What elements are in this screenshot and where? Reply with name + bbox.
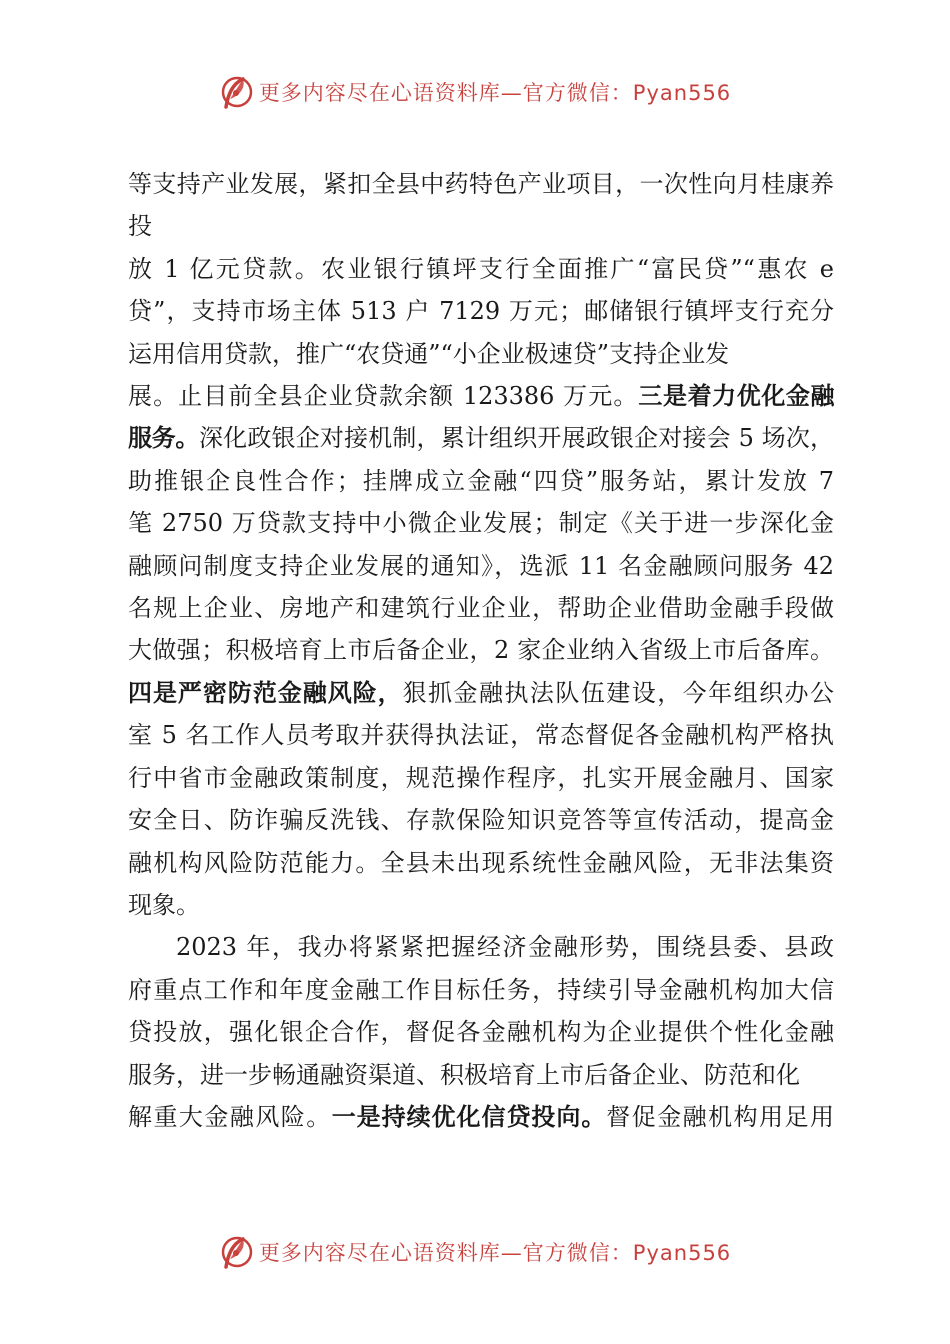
text-line: 笔 2750 万贷款支持中小微企业发展；制定《关于进一步深化金 [128,509,834,538]
text-line: 等支持产业发展，紧扣全县中药特色产业项目，一次性向月桂康养投 [128,170,834,241]
text-span: 狠抓金融执法队伍建设，今年组织办公 [402,678,834,707]
text-span: 展。止目前全县企业贷款余额 123386 万元。 [128,382,639,411]
text-line: 贷投放，强化银企合作，督促各金融机构为企业提供个性化金融 [128,1018,834,1047]
text-line: 府重点工作和年度金融工作目标任务，持续引导金融机构加大信 [128,975,834,1004]
text-span: 督促金融机构用足用 [606,1102,835,1131]
bold-heading-1: 一是持续优化信贷投向。 [331,1102,607,1131]
header-banner [0,70,950,114]
bold-heading-3-end: 服务。 [128,424,200,453]
text-line: 行中省市金融政策制度，规范操作程序，扎实开展金融月、国家 [128,763,834,792]
text-line [128,672,834,714]
quill-logo-icon [219,74,255,110]
text-line: 助推银企良性合作；挂牌成立金融“四贷”服务站，累计发放 7 [128,466,834,495]
document-body [128,163,834,1138]
text-line: 2023 年，我办将紧紧把握经济金融形势，围绕县委、县政 [176,933,834,962]
text-line: 大做强；积极培育上市后备企业，2 家企业纳入省级上市后备库。 [128,636,834,665]
text-line [128,375,834,417]
text-line: 安全日、防诈骗反洗钱、存款保险知识竞答等宣传活动，提高金 [128,806,834,835]
text-line: 现象。 [128,890,200,919]
quill-logo-icon [219,1234,255,1270]
text-line: 贷”，支持市场主体 513 户 7129 万元；邮储银行镇坪支行充分 [128,297,834,326]
text-line: 放 1 亿元贷款。农业银行镇坪支行全面推广“富民贷”“惠农 e [128,254,834,283]
text-line: 运用信用贷款，推广“农贷通”“小企业极速贷”支持企业发 [128,339,730,368]
text-line: 融顾问制度支持企业发展的通知》，选派 11 名金融顾问服务 42 [128,551,834,580]
text-line [128,417,834,459]
bold-heading-3: 三是着力优化金融 [638,382,835,411]
footer-text: 更多内容尽在心语资料库—官方微信：Pyan556 [258,1241,732,1265]
text-line: 名规上企业、房地产和建筑行业企业，帮助企业借助金融手段做 [128,594,834,623]
text-line: 融机构风险防范能力。全县未出现系统性金融风险，无非法集资 [128,848,834,877]
text-span: 解重大金融风险。 [128,1102,332,1131]
header-text: 更多内容尽在心语资料库—官方微信：Pyan556 [258,81,732,105]
footer-banner [0,1230,950,1274]
text-line: 服务，进一步畅通融资渠道、积极培育上市后备企业、防范和化 [128,1060,800,1089]
bold-heading-4: 四是严密防范金融风险， [128,678,403,707]
text-span: 深化政银企对接机制，累计组织开展政银企对接会 5 场次， [199,424,834,453]
text-line: 室 5 名工作人员考取并获得执法证，常态督促各金融机构严格执 [128,721,834,750]
text-line [128,1096,834,1138]
